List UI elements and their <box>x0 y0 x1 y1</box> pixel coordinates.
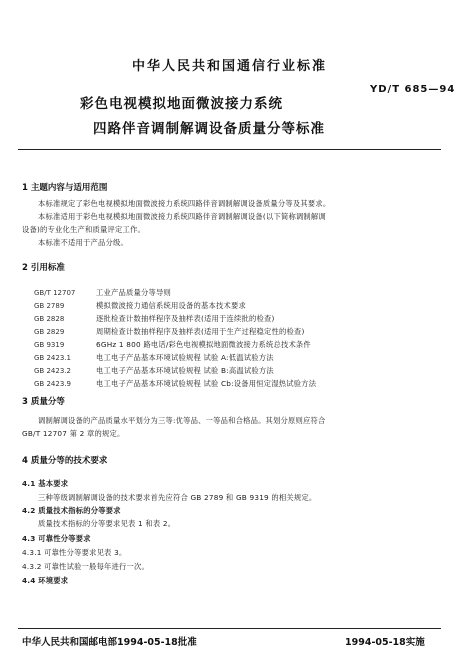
section-4-2-heading: 4.2 质量技术指标的分等要求 <box>22 506 121 515</box>
section-4-3-2: 4.3.2 可靠性试验一般每年进行一次。 <box>22 562 150 571</box>
reference-code: GB 2828 <box>34 315 65 323</box>
approval-statement: 中华人民共和国邮电部1994-05-18批准 <box>22 637 197 648</box>
section-3-paragraph-line-2: GB/T 12707 第 2 章的规定。 <box>22 429 125 438</box>
document-title-line-2: 四路伴音调制解调设备质量分等标准 <box>93 121 325 137</box>
reference-code: GB 2423.9 <box>34 380 71 388</box>
reference-title: 模拟微波接力通信系统用设备的基本技术要求 <box>96 301 246 310</box>
reference-code: GB 2789 <box>34 302 65 310</box>
section-4-3-heading: 4.3 可靠性分等要求 <box>22 534 91 543</box>
section-4-1-paragraph: 三种等级调制解调设备的技术要求首先应符合 GB 2789 和 GB 9319 的相关规定。 <box>38 493 317 502</box>
section-4-3-1: 4.3.1 可靠性分等要求见表 3。 <box>22 548 127 557</box>
reference-title: 6GHz 1 800 路电话/彩色电视模拟地面微波接力系统总技术条件 <box>96 340 311 349</box>
section-2-heading: 2 引用标准 <box>22 263 65 273</box>
section-3-heading: 3 质量分等 <box>22 397 65 407</box>
footer-divider <box>18 628 441 629</box>
reference-title: 电工电子产品基本环境试验规程 试验 A:低温试验方法 <box>96 353 274 362</box>
section-4-2-paragraph: 质量技术指标的分等要求见表 1 和表 2。 <box>38 519 176 528</box>
reference-code: GB 2423.1 <box>34 354 71 362</box>
implementation-date: 1994-05-18实施 <box>345 637 425 648</box>
document-title-line-1: 彩色电视模拟地面微波接力系统 <box>80 96 283 112</box>
issuing-body-title: 中华人民共和国通信行业标准 <box>131 59 327 74</box>
reference-title: 周期检查计数抽样程序及抽样表(适用于生产过程稳定性的检查) <box>96 327 305 336</box>
reference-title: 逐批检查计数抽样程序及抽样表(适用于连续批的检查) <box>96 314 275 323</box>
section-3-paragraph-line-1: 调制解调设备的产品质量水平划分为三等:优等品、一等品和合格品。其划分原则应符合 <box>38 416 326 425</box>
reference-title: 电工电子产品基本环境试验规程 试验 Cb:设备用恒定湿热试验方法 <box>96 379 317 388</box>
reference-title: 电工电子产品基本环境试验规程 试验 B:高温试验方法 <box>96 366 274 375</box>
reference-item <box>34 371 316 390</box>
reference-code: GB 2829 <box>34 328 65 336</box>
section-1-paragraph-3: 本标准不适用于产品分级。 <box>38 238 128 247</box>
section-1-paragraph-2-line-2: 设备)的专业化生产和质量评定工作。 <box>22 225 145 234</box>
section-1-paragraph-1: 本标准规定了彩色电视模拟地面微波接力系统四路伴音调制解调设备质量分等及其要求。 <box>38 199 331 208</box>
reference-title: 工业产品质量分等导则 <box>96 288 171 297</box>
section-4-4-heading: 4.4 环境要求 <box>22 576 69 585</box>
reference-code: GB 2423.2 <box>34 367 71 375</box>
section-4-heading: 4 质量分等的技术要求 <box>22 456 108 466</box>
reference-code: GB/T 12707 <box>34 289 76 297</box>
reference-code: GB 9319 <box>34 341 65 349</box>
section-1-heading: 1 主题内容与适用范围 <box>22 183 108 193</box>
standard-number: YD/T 685—94 <box>370 84 456 95</box>
section-1-paragraph-2-line-1: 本标准适用于彩色电视模拟地面微波接力系统四路伴音调制解调设备(以下简称调制解调 <box>38 212 326 221</box>
header-divider <box>18 149 441 150</box>
section-4-1-heading: 4.1 基本要求 <box>22 479 69 488</box>
